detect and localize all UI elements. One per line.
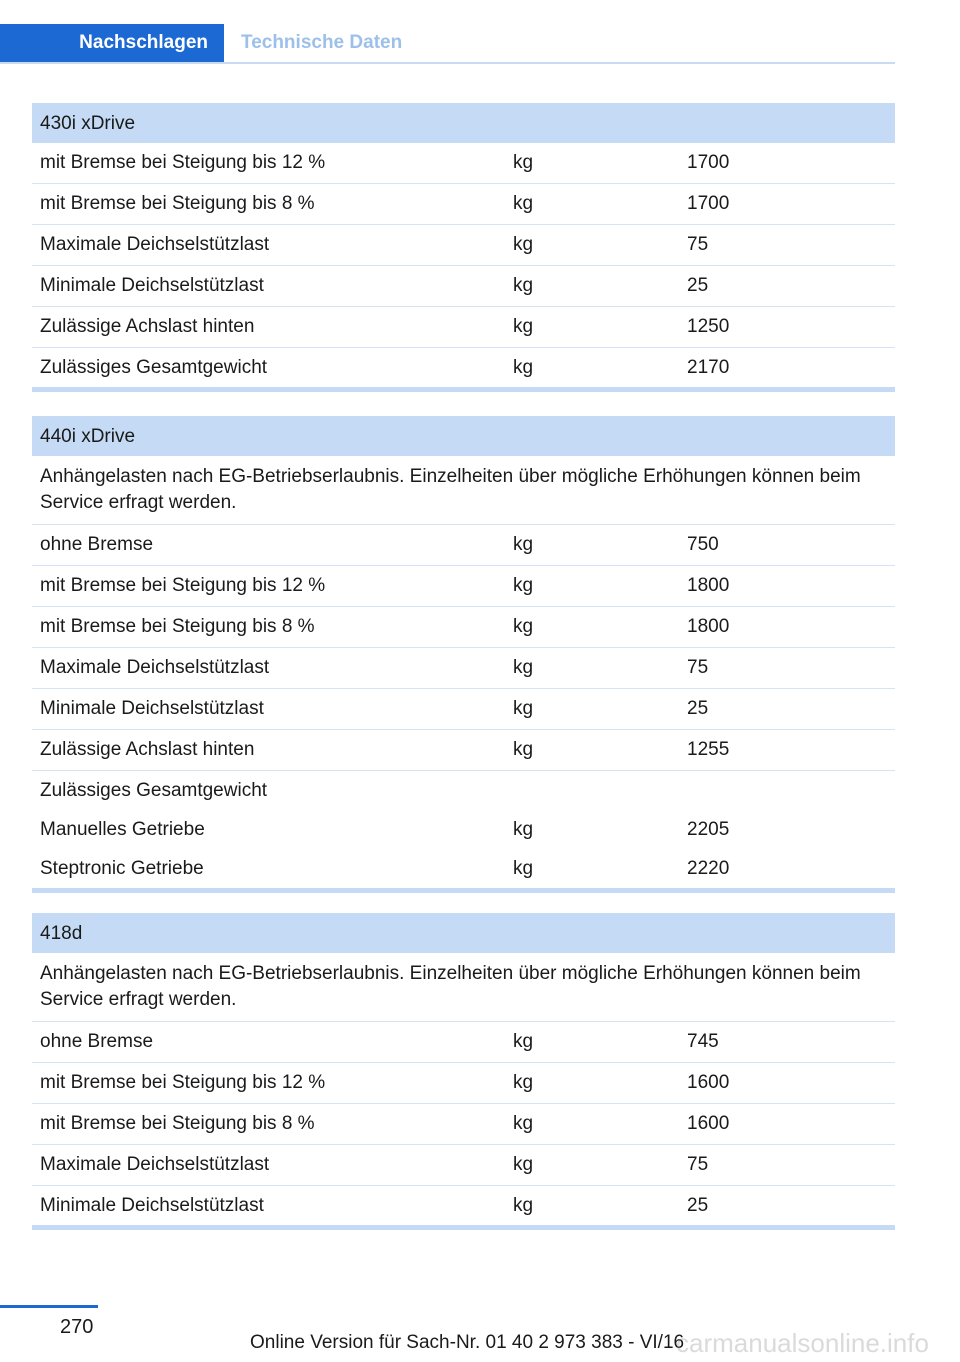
table-title: 430i xDrive — [32, 103, 895, 143]
row-value: 2170 — [687, 357, 730, 378]
row-value: 1255 — [687, 739, 730, 760]
table-end-rule — [32, 1225, 895, 1230]
table-row — [32, 1145, 895, 1186]
row-unit: kg — [513, 152, 534, 173]
table-row — [32, 648, 895, 689]
row-label: Minimale Deichselstützlast — [40, 1195, 264, 1216]
row-label: Zulässiges Gesamtgewicht — [40, 357, 268, 378]
row-value: 1700 — [687, 152, 730, 173]
row-unit: kg — [513, 1113, 534, 1134]
row-unit: kg — [513, 819, 534, 840]
table-row — [32, 607, 895, 648]
row-unit: kg — [513, 616, 534, 637]
table-row — [32, 1104, 895, 1145]
row-unit: kg — [513, 858, 534, 879]
table-row — [32, 225, 895, 266]
row-label: mit Bremse bei Steigung bis 12 % — [40, 152, 326, 173]
row-label: ohne Bremse — [40, 1031, 154, 1052]
footer-accent-line — [0, 1305, 98, 1308]
row-label: ohne Bremse — [40, 534, 154, 555]
row-label: Manuelles Getriebe — [40, 819, 205, 840]
table-row — [32, 730, 895, 771]
table-note: Anhängelasten nach EG-Betriebserlaubnis. Einzelheiten über mögliche Erhöhungen können beim Service erfragt werden. — [32, 953, 895, 1022]
table-title: 418d — [32, 913, 895, 953]
spec-table-440i — [32, 416, 895, 893]
row-unit: kg — [513, 275, 534, 296]
spec-table-418d — [32, 913, 895, 1230]
row-label: Maximale Deichselstützlast — [40, 657, 270, 678]
row-value: 1700 — [687, 193, 730, 214]
row-value: 1250 — [687, 316, 730, 337]
row-label: mit Bremse bei Steigung bis 8 % — [40, 1113, 315, 1134]
row-value: 75 — [687, 657, 709, 678]
tab-nachschlagen[interactable]: Nachschlagen — [0, 24, 224, 62]
row-value: 745 — [687, 1031, 719, 1052]
table-row — [32, 1186, 895, 1225]
table-row — [32, 771, 895, 810]
row-value: 1800 — [687, 575, 730, 596]
row-value: 25 — [687, 698, 709, 719]
table-row — [32, 348, 895, 387]
row-label: Maximale Deichselstützlast — [40, 1154, 270, 1175]
table-row — [32, 566, 895, 607]
row-label: Minimale Deichselstützlast — [40, 698, 264, 719]
row-unit: kg — [513, 657, 534, 678]
spec-table-430i — [32, 103, 895, 392]
footer-version-text: Online Version für Sach-Nr. 01 40 2 973 383 - VI/16 — [250, 1332, 685, 1353]
row-label: mit Bremse bei Steigung bis 8 % — [40, 193, 315, 214]
table-note: Anhängelasten nach EG-Betriebserlaubnis. Einzelheiten über mögliche Erhöhungen können beim Service erfragt werden. — [32, 456, 895, 525]
table-row — [32, 307, 895, 348]
row-label: Zulässiges Gesamtgewicht — [40, 780, 268, 801]
row-value: 75 — [687, 234, 709, 255]
tab-technische-daten[interactable]: Technische Daten — [241, 32, 403, 53]
table-row — [32, 525, 895, 566]
table-row — [32, 266, 895, 307]
row-value: 1600 — [687, 1113, 730, 1134]
row-value: 750 — [687, 534, 719, 555]
row-unit: kg — [513, 1031, 534, 1052]
row-value: 2220 — [687, 858, 730, 879]
row-unit: kg — [513, 575, 534, 596]
table-row — [32, 689, 895, 730]
row-label: mit Bremse bei Steigung bis 12 % — [40, 1072, 326, 1093]
row-value: 75 — [687, 1154, 709, 1175]
row-value: 1600 — [687, 1072, 730, 1093]
row-label: Zulässige Achslast hinten — [40, 739, 255, 760]
row-label: mit Bremse bei Steigung bis 8 % — [40, 616, 315, 637]
row-unit: kg — [513, 193, 534, 214]
row-unit: kg — [513, 534, 534, 555]
table-row — [32, 1063, 895, 1104]
row-unit: kg — [513, 1195, 534, 1216]
row-unit: kg — [513, 316, 534, 337]
table-row — [32, 143, 895, 184]
table-end-rule — [32, 888, 895, 893]
section-header — [0, 24, 895, 64]
row-unit: kg — [513, 1072, 534, 1093]
row-label: Steptronic Getriebe — [40, 858, 204, 879]
row-value: 1800 — [687, 616, 730, 637]
row-value: 25 — [687, 275, 709, 296]
row-label: Zulässige Achslast hinten — [40, 316, 255, 337]
row-label: Maximale Deichselstützlast — [40, 234, 270, 255]
table-row — [32, 810, 895, 849]
table-row — [32, 1022, 895, 1063]
table-row — [32, 849, 895, 888]
row-value: 2205 — [687, 819, 730, 840]
row-value: 25 — [687, 1195, 709, 1216]
row-unit: kg — [513, 357, 534, 378]
row-label: Minimale Deichselstützlast — [40, 275, 264, 296]
row-unit: kg — [513, 234, 534, 255]
row-unit: kg — [513, 739, 534, 760]
row-unit: kg — [513, 698, 534, 719]
table-title: 440i xDrive — [32, 416, 895, 456]
table-end-rule — [32, 387, 895, 392]
row-label: mit Bremse bei Steigung bis 12 % — [40, 575, 326, 596]
table-row — [32, 184, 895, 225]
row-unit: kg — [513, 1154, 534, 1175]
watermark: carmanualsonline.info — [676, 1328, 929, 1358]
page-number: 270 — [60, 1316, 94, 1338]
